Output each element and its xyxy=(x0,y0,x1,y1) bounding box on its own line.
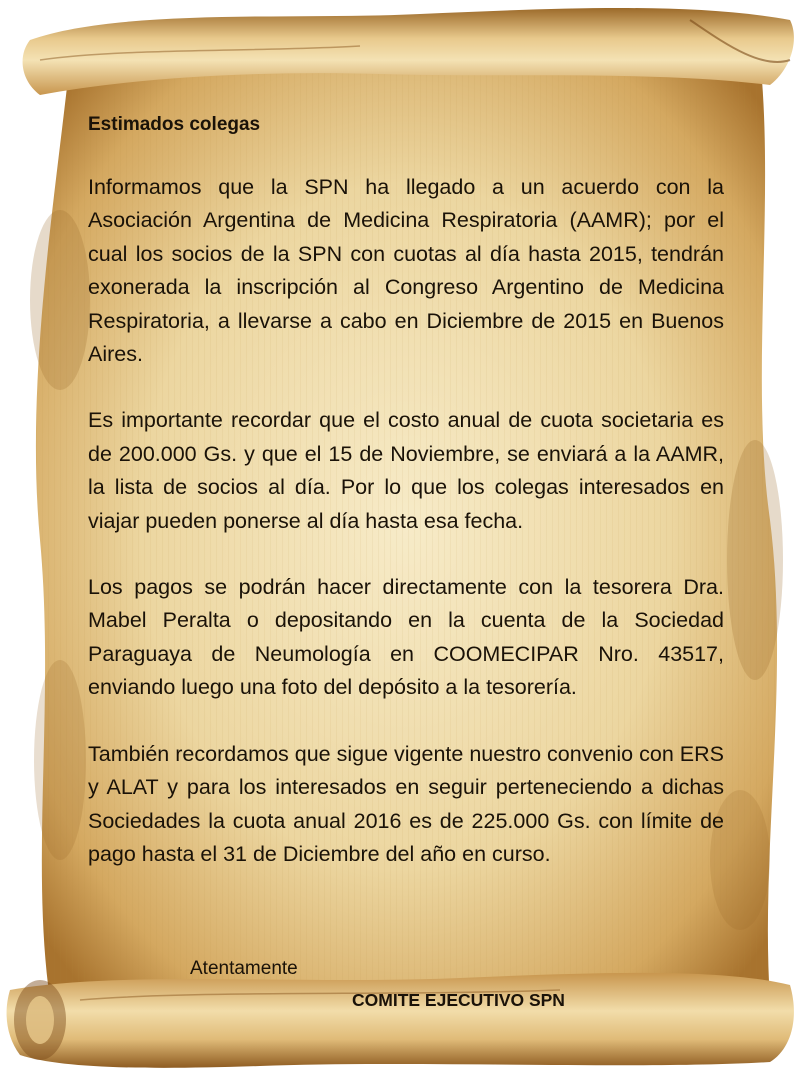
letter-paragraph-4: También recordamos que sigue vigente nuestro convenio con ERS y ALAT y para los interesados en seguir perteneciendo a dichas Sociedades la cuota anual 2016 es de 225.000 Gs. con límite de pago hasta el 31 de Diciembre del año en curso. xyxy=(88,741,724,866)
letter-greeting: Estimados colegas xyxy=(88,114,261,135)
letter-closing: Atentamente xyxy=(190,958,298,979)
scroll-bottom-roll xyxy=(7,973,794,1068)
letter-paragraph-3: Los pagos se podrán hacer directamente con la tesorera Dra. Mabel Peralta o depositando en la cuenta de la Sociedad Paraguaya de Neumología en COOMECIPAR Nro. 43517, enviando luego una foto del depósito a la tesorería. xyxy=(88,575,724,700)
letter-paragraph-1: Informamos que la SPN ha llegado a un acuerdo con la Asociación Argentina de Medicina Respiratoria (AAMR); por el cual los socios de la SPN con cuotas al día hasta 2015, tendrán exonerada la inscripción al Congreso Argentino de Medicina Respiratoria, a llevarse a cabo en Diciembre de 2015 en Buenos Aires. xyxy=(88,175,724,367)
letter-body xyxy=(88,110,724,871)
letter-paragraph-2: Es importante recordar que el costo anual de cuota societaria es de 200.000 Gs. y que el 15 de Noviembre, se enviará a la AAMR, la lista de socios al día. Por lo que los colegas interesados en viajar pueden ponerse al día hasta esa fecha. xyxy=(88,408,724,533)
letter-signature: COMITE EJECUTIVO SPN xyxy=(352,990,565,1010)
